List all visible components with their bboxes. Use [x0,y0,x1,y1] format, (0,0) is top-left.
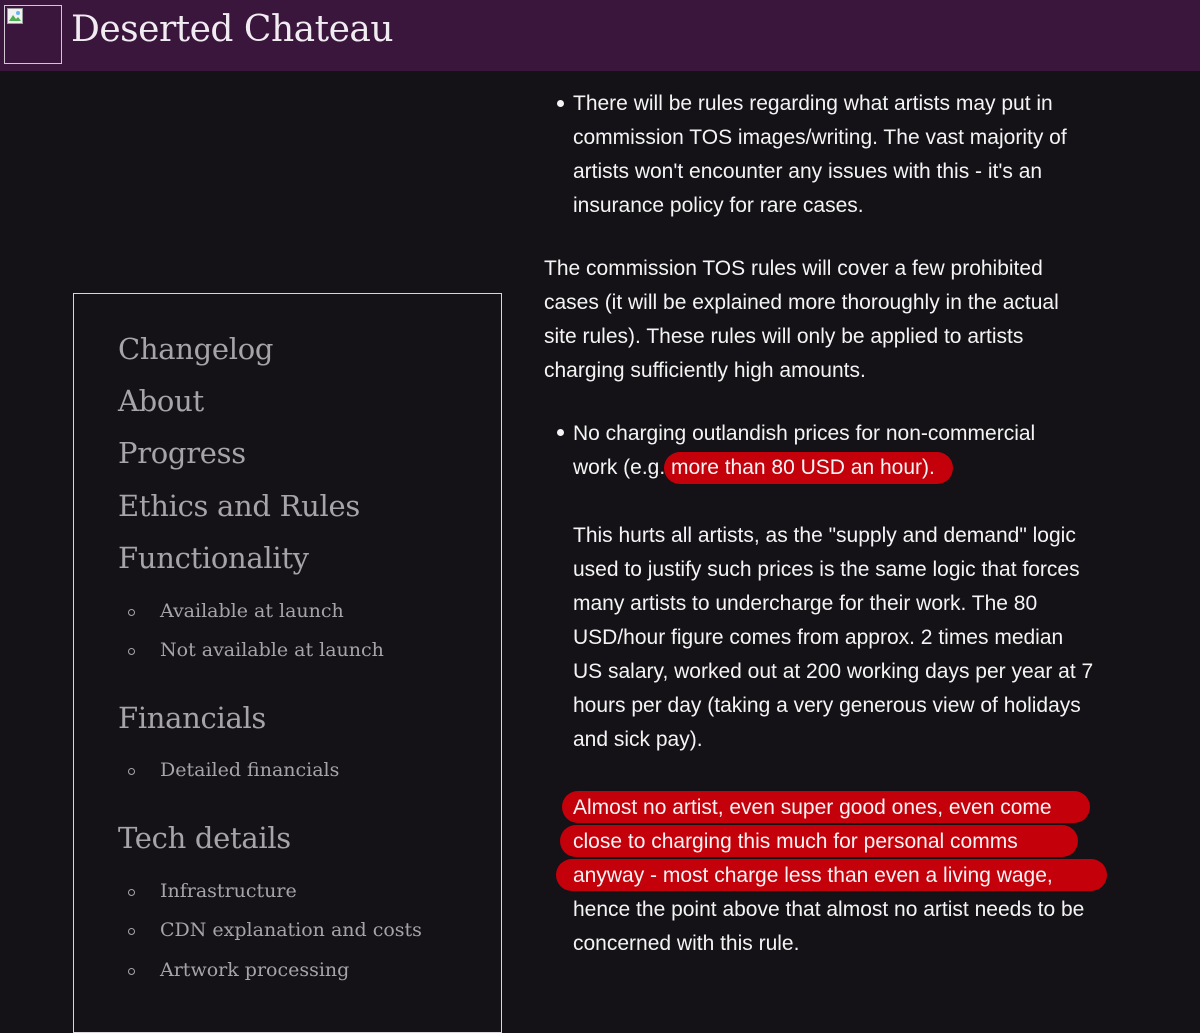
nav-changelog[interactable]: Changelog [118,332,274,366]
highlighted-line: anyway - most charge less than even a living wage, [573,864,1053,887]
explanation-line: used to justify such prices is the same logic that forces [573,558,1080,581]
paragraph-line: charging sufficiently high amounts. [544,359,866,382]
nav-detailed-financials[interactable]: Detailed financials [160,759,340,781]
highlighted-price: more than 80 USD an hour) [665,456,930,479]
bullet1-line: There will be rules regarding what artists may put in [573,92,1053,115]
explanation-line: many artists to undercharge for their work. The 80 [573,592,1038,615]
list-bullet [557,100,564,107]
nav-available-at-launch[interactable]: Available at launch [160,600,344,622]
nav-tech-details[interactable]: Tech details [118,821,291,855]
bullet2-text: . [929,456,935,479]
nav-functionality[interactable]: Functionality [118,541,309,575]
bullet1-line: artists won't encounter any issues with this - it's an [573,160,1043,183]
paragraph-line: site rules). These rules will only be applied to artists [544,325,1024,348]
bullet1-line: commission TOS images/writing. The vast majority of [573,126,1067,149]
explanation-line: USD/hour figure comes from approx. 2 times median [573,626,1064,649]
nav-financials[interactable]: Financials [118,701,267,735]
nav-artwork-processing[interactable]: Artwork processing [160,959,350,981]
bullet1-line: insurance policy for rare cases. [573,194,864,217]
nav-about[interactable]: About [118,384,204,418]
explanation-line: This hurts all artists, as the "supply and demand" logic [573,524,1076,547]
explanation-line: US salary, worked out at 200 working days per year at 7 [573,660,1094,683]
closing-line: hence the point above that almost no artist needs to be [573,898,1085,921]
nav-cdn-explanation[interactable]: CDN explanation and costs [160,919,422,941]
explanation-line: hours per day (taking a very generous view of holidays [573,694,1081,717]
list-bullet [557,429,564,436]
nav-not-available-at-launch[interactable]: Not available at launch [160,639,384,661]
paragraph-line: The commission TOS rules will cover a few prohibited [544,257,1043,280]
explanation-line: and sick pay). [573,728,703,751]
highlighted-line: Almost no artist, even super good ones, even come [573,796,1052,819]
highlighted-line: close to charging this much for personal comms [573,830,1018,853]
bullet2-line: No charging outlandish prices for non-commercial [573,422,1036,445]
nav-infrastructure[interactable]: Infrastructure [160,880,297,902]
site-title[interactable]: Deserted Chateau [71,9,394,50]
bullet2-text: work (e.g. [573,456,666,479]
closing-line: concerned with this rule. [573,932,800,955]
paragraph-line: cases (it will be explained more thoroughly in the actual [544,291,1059,314]
nav-progress[interactable]: Progress [118,436,246,470]
bullet2-line [573,457,935,478]
nav-ethics-rules[interactable]: Ethics and Rules [118,489,360,523]
